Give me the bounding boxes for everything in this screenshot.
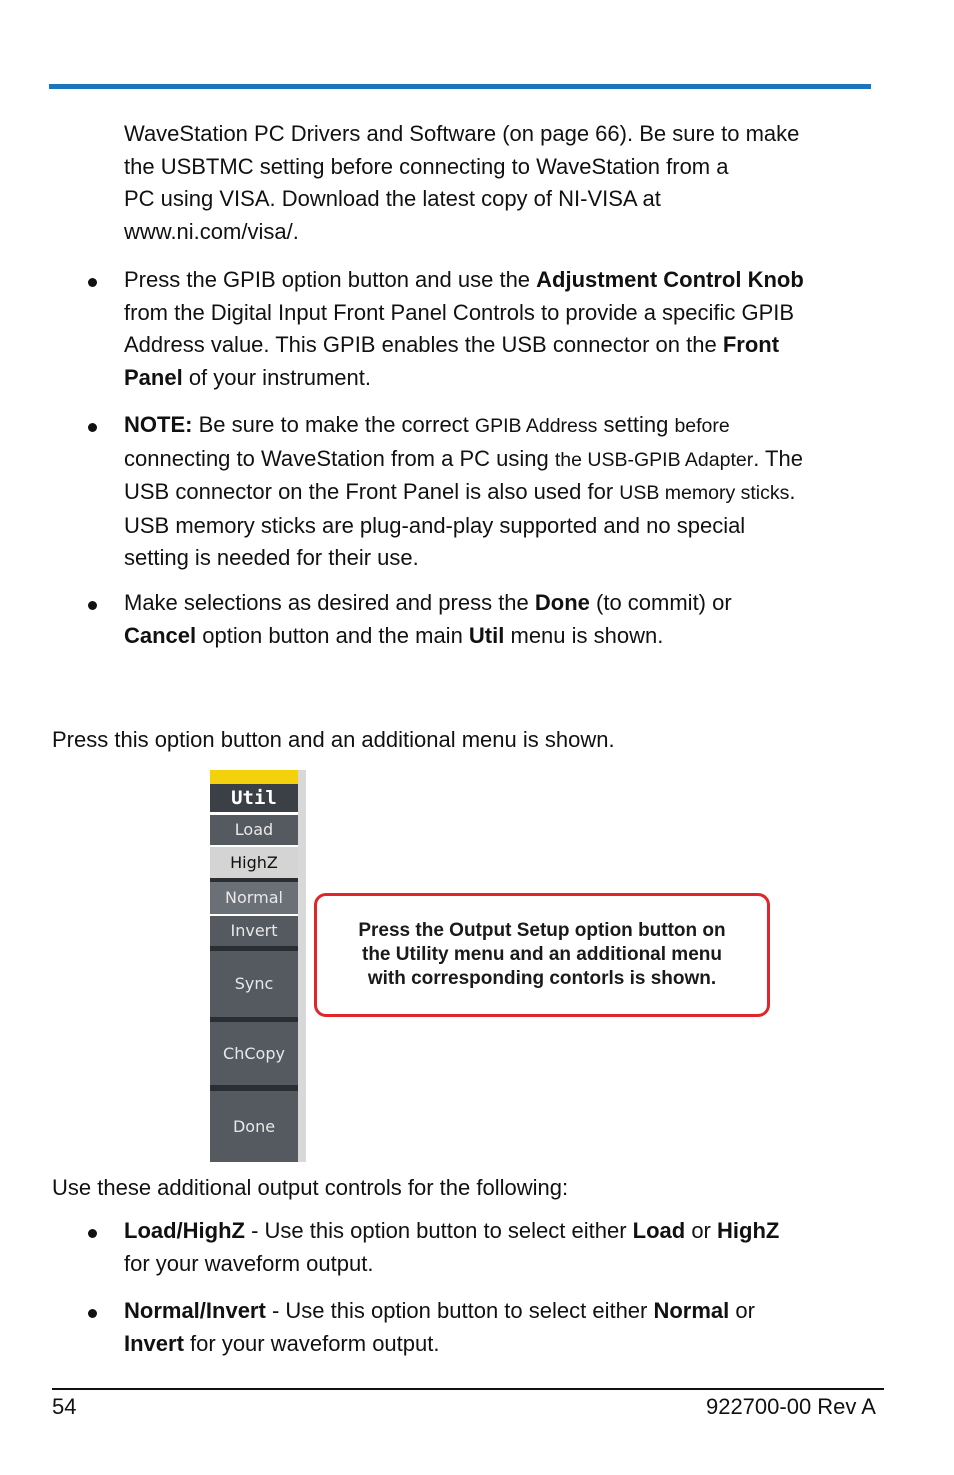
text: before	[674, 415, 730, 437]
text: the USB-GPIB Adapter	[554, 448, 754, 471]
menu-option-normal[interactable]: Normal	[210, 882, 298, 914]
document-id: 922700-00 Rev A	[705, 1394, 876, 1419]
bullet-icon	[88, 423, 97, 432]
bullet-icon	[88, 278, 97, 287]
text: setting	[597, 412, 675, 437]
bold-text: Invert	[124, 1330, 184, 1356]
text: of your instrument.	[182, 364, 372, 390]
bold-text: Done	[534, 590, 590, 615]
menu-option-done[interactable]: Done	[210, 1091, 298, 1162]
text: USB memory sticks are plug-and-play supported and no special	[124, 512, 746, 538]
bold-text: HighZ	[717, 1218, 780, 1243]
done-bullet	[124, 587, 884, 652]
bold-text: Front	[722, 332, 780, 357]
text: USB connector on the Front Panel is also used for	[124, 479, 620, 504]
text: or	[685, 1218, 717, 1243]
page-number: 54	[52, 1394, 77, 1419]
menu-title: Util	[210, 784, 298, 812]
text: connecting to WaveStation from a PC using	[124, 445, 555, 471]
bold-text: Adjustment Control Knob	[536, 267, 804, 292]
callout-line: the Utility menu and an additional menu	[362, 944, 722, 965]
text: Address value. This GPIB enables the USB connector on the	[124, 332, 723, 357]
callout-line: with corresponding contorls is shown.	[367, 968, 717, 989]
menu-option-load[interactable]: Load	[210, 815, 298, 845]
menu-shadow	[298, 770, 306, 1162]
bold-text: Normal	[653, 1298, 730, 1323]
menu-option-chcopy[interactable]: ChCopy	[210, 1022, 298, 1085]
text: option button and the main	[196, 622, 469, 648]
load-highz-bullet	[124, 1215, 884, 1280]
text: Press the GPIB option button and use the	[124, 267, 537, 292]
bold-text: Normal/Invert	[124, 1298, 266, 1323]
press-instruction: Press this option button and an additional menu is shown.	[52, 727, 615, 752]
note-label: NOTE:	[124, 412, 193, 437]
text: GPIB Address	[474, 415, 598, 437]
text: Make selections as desired and press the	[124, 590, 535, 615]
bold-text: Cancel	[124, 622, 197, 648]
text: - Use this option button to select either	[244, 1218, 633, 1243]
bold-text: Load	[632, 1218, 686, 1243]
util-menu-screenshot	[210, 770, 306, 1162]
text: (to commit) or	[589, 590, 732, 615]
bullet-icon	[88, 1309, 97, 1318]
bold-text: Panel	[124, 364, 183, 390]
text: for your waveform output.	[183, 1330, 440, 1356]
text: menu is shown.	[504, 622, 664, 648]
bold-text: Util	[468, 622, 505, 648]
note-bullet	[124, 409, 884, 575]
intro-line: www.ni.com/visa/.	[124, 218, 299, 244]
text: - Use this option button to select either	[265, 1298, 654, 1323]
intro-line: WaveStation PC Drivers and Software (on page 66). Be sure to make	[124, 121, 800, 146]
menu-option-sync[interactable]: Sync	[210, 951, 298, 1017]
text: . The	[753, 445, 803, 471]
gpib-bullet	[124, 264, 884, 394]
menu-option-highz[interactable]: HighZ	[210, 847, 298, 878]
text: USB memory sticks	[619, 482, 790, 504]
header-rule	[49, 84, 871, 89]
intro-paragraph	[124, 118, 884, 248]
use-instruction: Use these additional output controls for the following:	[52, 1175, 569, 1200]
bold-text: Load/HighZ	[124, 1218, 245, 1243]
text: .	[789, 479, 796, 504]
callout-line: Press the Output Setup option button on	[358, 920, 726, 941]
callout-box	[314, 893, 770, 1017]
text: or	[729, 1298, 755, 1323]
text: from the Digital Input Front Panel Controls to provide a specific GPIB	[124, 299, 795, 325]
text: setting is needed for their use.	[124, 545, 419, 570]
footer-rule	[52, 1388, 884, 1390]
intro-line: PC using VISA. Download the latest copy of NI-VISA at	[124, 186, 661, 211]
normal-invert-bullet	[124, 1295, 884, 1360]
text: Be sure to make the correct	[192, 412, 475, 437]
bullet-icon	[88, 1229, 97, 1238]
text: for your waveform output.	[124, 1250, 374, 1276]
bullet-icon	[88, 601, 97, 610]
intro-line: the USBTMC setting before connecting to WaveStation from a	[124, 153, 729, 179]
menu-accent-bar	[210, 770, 298, 784]
menu-option-invert[interactable]: Invert	[210, 916, 298, 946]
